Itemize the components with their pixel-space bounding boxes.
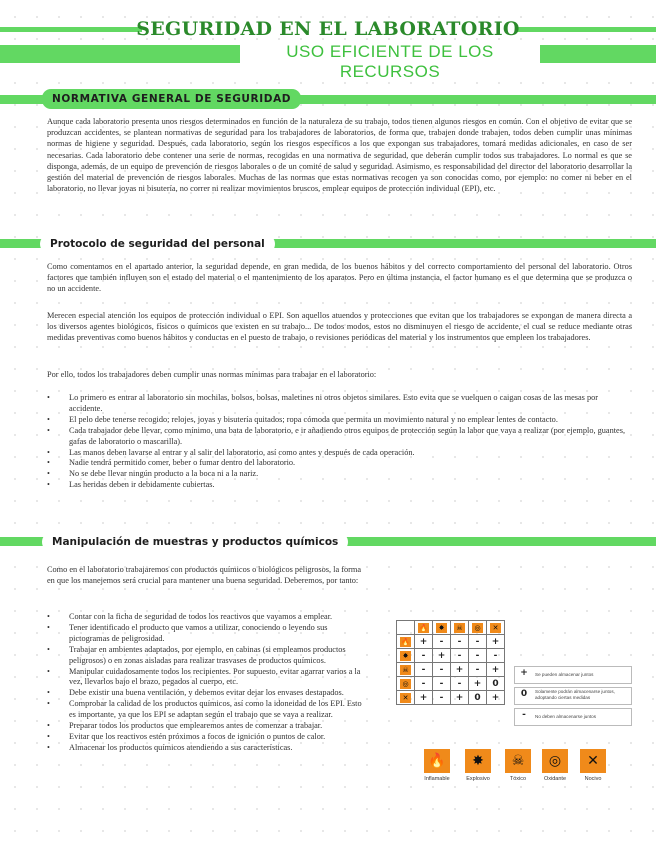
list-item: • Cada trabajador debe llevar, como mínimo, una bata de laboratorio, e ir añadiendo otros equipos de protección según la labor que vaya a realizar (por ejemplo, guantes, gafas de laboratorio o mascarilla). [47, 426, 632, 448]
table-cell: - [469, 649, 487, 663]
table-cell: + [487, 691, 505, 705]
table-cell: + [451, 663, 469, 677]
table-cell: - [433, 663, 451, 677]
table-cell: 0 [469, 691, 487, 705]
pictogram-label: Explosivo [466, 776, 490, 782]
table-cell: + [433, 649, 451, 663]
legend-row [514, 666, 632, 684]
legend-symbol: - [522, 710, 526, 720]
table-cell: - [415, 649, 433, 663]
list-item: • El pelo debe tenerse recogido; relojes, joyas y bisutería quitados; ropa cómoda que permita un movimiento natural y no emplear lentes de contacto. [47, 415, 632, 426]
table-cell: + [469, 677, 487, 691]
table-cell: + [487, 663, 505, 677]
table-cell: - [451, 635, 469, 649]
list-item: • Almacenar los productos químicos atendiendo a sus características. [47, 743, 363, 754]
section-heading: Manipulación de muestras y productos químicos [42, 532, 348, 552]
list-item: • Nadie tendrá permitido comer, beber o fumar dentro del laboratorio. [47, 458, 632, 469]
page-title: SEGURIDAD EN EL LABORATORIO [136, 18, 520, 40]
table-cell: + [415, 635, 433, 649]
table-cell: - [451, 649, 469, 663]
section-paragraph: Como comentamos en el apartado anterior, la seguridad depende, en gran medida, de los buenos hábitos y del correcto comportamiento del personal del laboratorio. Otros factores que también influyen son el estado del material o el mantenimiento de los aparatos. Pero en última instancia, el factor humano es el que determina que se produzca o no un accidente. [47, 262, 632, 294]
list-item: • Evitar que los reactivos estén próximos a focos de ignición o puntos de calor. [47, 732, 363, 743]
table-cell: - [433, 677, 451, 691]
harmful-icon: ✕ [490, 623, 501, 633]
section-heading: NORMATIVA GENERAL DE SEGURIDAD [42, 89, 301, 109]
skull-icon: ☠ [400, 665, 411, 675]
oxidizer-icon: ◎ [472, 623, 483, 633]
table-cell: - [433, 691, 451, 705]
table-cell: 0 [487, 677, 505, 691]
table-cell: - [487, 649, 505, 663]
table-cell: - [469, 635, 487, 649]
table-corner [397, 621, 415, 635]
oxidizer-icon: ◎ [542, 749, 568, 773]
explosion-icon: ✸ [400, 651, 411, 661]
table-cell: - [433, 635, 451, 649]
compatibility-table [396, 620, 505, 705]
legend-text: No deben almacenarse juntos [535, 714, 597, 719]
bullet-list [47, 393, 632, 491]
legend-row [514, 708, 632, 726]
harmful-icon: ✕ [400, 693, 411, 703]
explosion-icon: ✸ [436, 623, 447, 633]
list-item: • Trabajar en ambientes adaptados, por ejemplo, en cabinas (si empleamos productos peligrosos) o en zonas aisladas para realizar trasvases de productos químicos. [47, 645, 363, 667]
list-item: • Contar con la ficha de seguridad de todos los reactivos que vayamos a emplear. [47, 612, 363, 623]
table-cell: - [451, 677, 469, 691]
section-heading: Protocolo de seguridad del personal [40, 234, 275, 254]
legend-symbol: + [520, 668, 528, 678]
flame-icon: 🔥 [401, 637, 410, 646]
pictogram-label: Tóxico [509, 776, 527, 782]
list-item: • Manipular cuidadosamente todos los recipientes. Por supuesto, evitar agarrar varios a la vez, llevarlos bajo el brazo, pegados al cuerpo, etc. [47, 667, 363, 689]
legend-row [514, 687, 632, 705]
table-cell: + [487, 635, 505, 649]
list-item: • Las heridas deben ir debidamente cubiertas. [47, 480, 632, 491]
list-item: • Tener identificado el producto que vamos a utilizar, conociendo o leyendo sus pictogramas de peligrosidad. [47, 623, 363, 645]
section-paragraph: Por ello, todos los trabajadores deben cumplir unas normas mínimas para trabajar en el laboratorio: [47, 370, 377, 379]
section-paragraph: Como en el laboratorio trabajaremos con productos químicos o biológicos peligrosos, la forma en que los manejemos será crucial para mantener una buena seguridad. Deberemos, por tanto: [47, 565, 362, 586]
section-paragraph: Aunque cada laboratorio presenta unos riesgos determinados en función de la naturaleza de su trabajo, todos tienen algunos riesgos en común. Con el objetivo de evitar que se produzcan accidentes, se plantean normativas de seguridad para los trabajadores de laboratorios, de forma que, trabajen donde trabajen, todos deben cumplir unas mínimas normas de higiene y seguridad. Después, cada laboratorio, según los riesgos específicos a los que expongan sus trabajadores, tomará medidas adicionales, en caso de ser necesarias. Cada laboratorio debe contener una serie de normas, recogidas en una normativa de seguridad, que deberán cumplir todos sus trabajadores. Lo normal es que se disponga, además, de un equipo de prevención de riesgos laborales o de un comité de salud y seguridad. Asimismo, es responsabilidad del director del laboratorio desarrollar la gestión del material de prevención de riesgos laborales. Muchas de las normas que estas normativas recogen ya son conocidas como, por ejemplo: no comer ni beber en el laboratorio, no llevar joyas ni bisutería, no correr ni realizar movimientos bruscos, emplear equipos de protección individual (EPI), etc. [47, 117, 632, 194]
table-cell: + [415, 691, 433, 705]
flame-icon: 🔥 [424, 749, 450, 773]
skull-icon: ☠ [505, 749, 531, 773]
table-cell: + [451, 691, 469, 705]
pictogram-label: Inflamable [424, 776, 450, 782]
list-item: • Preparar todos los productos que emplearemos antes de comenzar a trabajar. [47, 721, 363, 732]
table-cell: - [469, 663, 487, 677]
list-item: • No se debe llevar ningún producto a la boca ni a la nariz. [47, 469, 632, 480]
oxidizer-icon: ◎ [400, 679, 411, 689]
list-item: • Las manos deben lavarse al entrar y al salir del laboratorio, así como antes y después de cada operación. [47, 448, 632, 459]
table-cell: - [415, 677, 433, 691]
pictogram-label: Nocivo [584, 776, 602, 782]
legend-text: Solamente podrán almacenarse juntos, adoptando ciertas medidas [535, 689, 615, 700]
bullet-list [47, 612, 363, 754]
pictogram-label: Oxidante [543, 776, 566, 782]
page-subtitle: USO EFICIENTE DE LOS RECURSOS [240, 42, 540, 64]
skull-icon: ☠ [454, 623, 465, 633]
section-paragraph: Merecen especial atención los equipos de protección individual o EPI. Son aquellos atuendos y protecciones que evitan que los trabajadores se expongan de manera directa a los diversos agentes biológicos, físicos o químicos que existen en su trabajo... De todos modos, estos no disminuyen el riesgo de accidente, el cual se reduce mediante otras medidas preventivas como buenos hábitos y conductas en el puesto de trabajo, o revisiones periódicas del material y los instrumentos que empleen los trabajadores. [47, 311, 632, 343]
list-item: • Debe existir una buena ventilación, y debemos evitar dejar los envases destapados. [47, 688, 363, 699]
list-item: • Comprobar la calidad de los productos químicos, así como la idoneidad de los EPI. Esto es importante, ya que los EPI se adaptan según el trabajo que se vaya a realizar. [47, 699, 363, 721]
legend-symbol: 0 [520, 689, 528, 699]
flame-icon: 🔥 [419, 623, 428, 632]
legend-text: Se pueden almacenar juntos [535, 672, 594, 677]
table-cell: - [415, 663, 433, 677]
harmful-icon: ✕ [580, 749, 606, 773]
explosion-icon: ✸ [465, 749, 491, 773]
list-item: • Lo primero es entrar al laboratorio sin mochilas, bolsos, bolsas, maletines ni otros objetos similares. Esto evita que se vuelquen o caigan cosas de las mesas por accidente. [47, 393, 632, 415]
